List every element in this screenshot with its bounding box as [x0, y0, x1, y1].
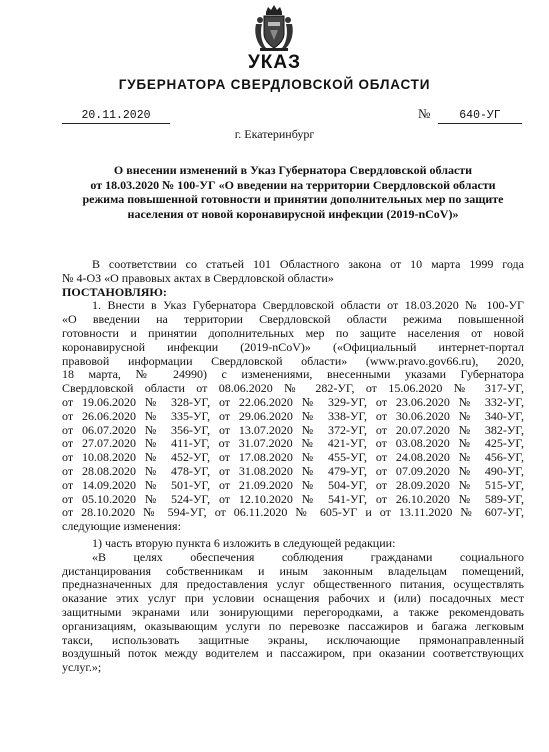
heading-line: режима повышенной готовности и принятии дополнительных мер по защите: [82, 192, 504, 207]
quote-line: такси, использовать защитные экраны, исключающие прямонаправленный: [62, 632, 524, 647]
subitem-1: 1) часть вторую пункта 6 изложить в следующей редакции:: [92, 535, 396, 550]
heading-line: О внесении изменений в Указ Губернатора Свердловской области: [113, 163, 473, 177]
quote-line: «В целях обеспечения соблюдения гражданами социального: [92, 549, 524, 564]
item1-line: от 14.09.2020 № 501-УГ, от 21.09.2020 № 504-УГ, от 28.09.2020 № 515-УГ,: [62, 477, 524, 492]
number-label: №: [418, 106, 431, 121]
item1-line: Свердловской области от 08.06.2020 № 282-УГ, от 15.06.2020 № 317-УГ,: [62, 381, 524, 396]
decree-word: ПОСТАНОВЛЯЮ:: [62, 284, 167, 299]
quote-line: дистанцирования собственникам и иным законным владельцам помещений,: [62, 563, 524, 578]
heading-line: от 18.03.2020 № 100-УГ «О введении на территории Свердловской области: [90, 177, 496, 192]
intro-line: № 4-ОЗ «О правовых актах в Свердловской области»: [62, 270, 334, 285]
quote-line: оказание этих услуг при условии оснащения рабочих и (или) посадочных мест: [62, 591, 524, 606]
quote-tail: услуг.»;: [62, 660, 102, 675]
item1-line: от 28.10.2020 № 594-УГ, от 06.11.2020 № 605-УГ и от 13.11.2020 № 607-УГ,: [62, 505, 524, 520]
intro-line: В соответствии со статьей 101 Областного закона от 10 марта 1999 года: [92, 257, 524, 271]
item1-line: готовности и принятии дополнительных мер по защите населения от новой: [62, 325, 524, 340]
document-subtitle: ГУБЕРНАТОРА СВЕРДЛОВСКОЙ ОБЛАСТИ: [118, 77, 431, 92]
item1-line: «О введении на территории Свердловской области режима повышенной: [62, 312, 524, 327]
item1-line: от 28.08.2020 № 478-УГ, от 31.08.2020 № 479-УГ, от 07.09.2020 № 490-УГ,: [62, 463, 524, 478]
item1-line: от 06.07.2020 № 356-УГ, от 13.07.2020 № 372-УГ, от 20.07.2020 № 382-УГ,: [62, 422, 524, 437]
decree-date: 20.11.2020: [62, 108, 170, 124]
document-title: УКАЗ: [247, 52, 302, 73]
decree-body: [62, 258, 524, 675]
quote-line: предназначенных для предоставления услуг общественного питания, осуществлять: [62, 577, 524, 592]
item1-line: от 05.10.2020 № 524-УГ, от 12.10.2020 № 541-УГ, от 26.10.2020 № 589-УГ,: [62, 491, 524, 506]
item1-line: коронавирусной инфекции (2019-nCoV)» («Официальный интернет-портал: [62, 339, 524, 354]
item1-tail: следующие изменения:: [62, 519, 181, 534]
item1-line: от 26.06.2020 № 335-УГ, от 29.06.2020 № 338-УГ, от 30.06.2020 № 340-УГ,: [62, 408, 524, 423]
decree-number: 640-УГ: [438, 108, 522, 124]
item1-line: 1. Внести в Указ Губернатора Свердловской области от 18.03.2020 № 100-УГ: [92, 298, 524, 313]
coat-of-arms-icon: [252, 4, 296, 52]
quote-line: организациям, оказывающим услуги по перевозке пассажиров и багажа легковым: [62, 618, 524, 633]
city: г. Екатеринбург: [234, 127, 315, 141]
quote-line: защитными экранами или зонирующими перегородками, а также рекомендовать: [62, 604, 524, 619]
heading-line: населения от новой коронавирусной инфекции (2019-nCoV)»: [127, 206, 459, 221]
quote-line: воздушный поток между водителем и пассажиром, при оказании соответствующих: [62, 646, 524, 661]
decree-heading: [62, 163, 524, 221]
item1-line: от 19.06.2020 № 328-УГ, от 22.06.2020 № 329-УГ, от 23.06.2020 № 332-УГ,: [62, 394, 524, 409]
item1-line: от 27.07.2020 № 411-УГ, от 31.07.2020 № 421-УГ, от 03.08.2020 № 425-УГ,: [62, 436, 524, 451]
item1-line: 18 марта, № 24990) с изменениями, внесенными указами Губернатора: [62, 367, 524, 382]
item1-line: правовой информации Свердловской области» (www.pravo.gov66.ru), 2020,: [62, 353, 524, 368]
item1-line: от 10.08.2020 № 452-УГ, от 17.08.2020 № 455-УГ, от 24.08.2020 № 456-УГ,: [62, 450, 524, 465]
